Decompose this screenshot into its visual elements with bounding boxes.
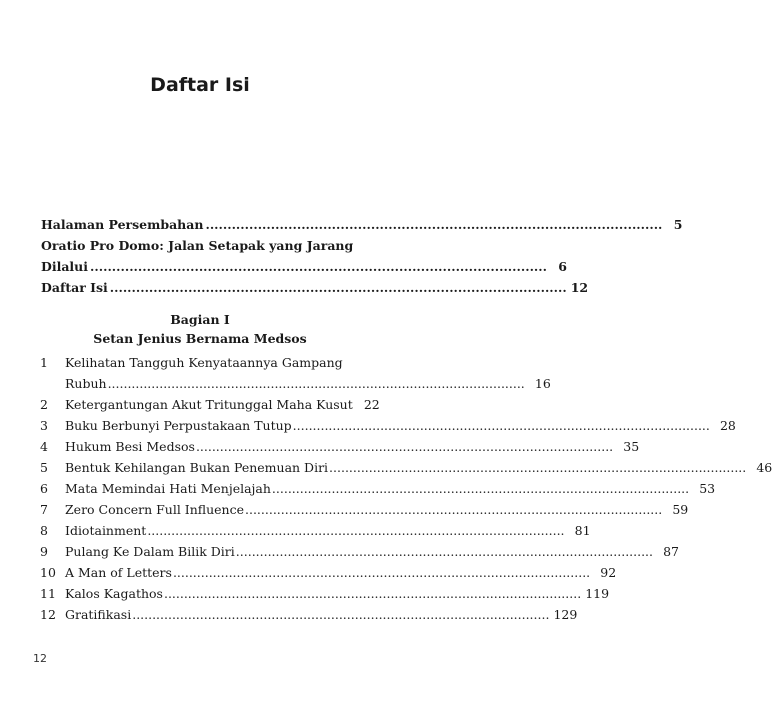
chapter-entry[interactable] xyxy=(40,562,617,583)
chapter-entry[interactable] xyxy=(40,394,380,415)
chapter-title: Gratifikasi xyxy=(65,607,132,622)
chapter-title: Zero Concern Full Influence xyxy=(65,502,245,517)
chapter-number: 5 xyxy=(40,460,48,475)
chapter-number: 10 xyxy=(40,565,56,580)
chapter-number: 1 xyxy=(40,355,48,370)
chapter-number: 8 xyxy=(40,523,48,538)
toc-entry-page: 12 xyxy=(570,280,589,295)
page-title: Daftar Isi xyxy=(150,74,250,96)
chapter-entry[interactable] xyxy=(40,520,591,541)
chapter-page: 22 xyxy=(363,397,380,412)
dot-leader: ......................................................................................................... xyxy=(172,565,591,580)
chapter-entry[interactable] xyxy=(40,457,772,478)
chapter-page: 59 xyxy=(672,502,689,517)
dot-leader: ......................................................................................................... xyxy=(235,544,654,559)
toc-entry-title: Daftar Isi xyxy=(41,280,108,295)
chapter-number: 3 xyxy=(40,418,48,433)
chapter-entry[interactable] xyxy=(40,415,736,436)
dot-leader: ......................................................................................................... xyxy=(147,523,565,538)
chapter-number: 4 xyxy=(40,439,48,454)
chapter-number: 12 xyxy=(40,607,56,622)
dot-leader: ......................................................................................................... xyxy=(132,607,550,622)
toc-entry-title: Halaman Persembahan xyxy=(41,217,204,232)
chapter-page: 53 xyxy=(699,481,716,496)
chapter-number: 11 xyxy=(40,586,56,601)
chapter-number: 9 xyxy=(40,544,48,559)
chapter-entry[interactable] xyxy=(40,541,680,562)
toc-entry-title: Dilalui xyxy=(41,259,89,274)
page-number: 12 xyxy=(33,652,47,665)
front-matter-list xyxy=(41,214,683,298)
toc-entry-page: 5 xyxy=(673,217,683,232)
chapter-page: 129 xyxy=(553,607,578,622)
chapter-number: 7 xyxy=(40,502,48,517)
chapter-title: Pulang Ke Dalam Bilik Diri xyxy=(65,544,235,559)
chapter-title: Mata Memindai Hati Menjelajah xyxy=(65,481,271,496)
part-title: Setan Jenius Bernama Medsos xyxy=(93,331,307,346)
chapter-page: 92 xyxy=(600,565,617,580)
dot-leader: ......................................................................................................... xyxy=(205,217,663,232)
dot-leader: ......................................................................................................... xyxy=(195,439,614,454)
chapter-title: A Man of Letters xyxy=(65,565,172,580)
chapter-title: Kalos Kagathos xyxy=(65,586,163,601)
chapter-title: Bentuk Kehilangan Bukan Penemuan Diri xyxy=(65,460,329,475)
chapter-number: 2 xyxy=(40,397,48,412)
dot-leader: ......................................................................................................... xyxy=(271,481,690,496)
chapter-title-line: Kelihatan Tangguh Kenyataannya Gampang xyxy=(65,355,343,370)
chapter-number: 6 xyxy=(40,481,48,496)
chapter-page: 81 xyxy=(574,523,591,538)
chapter-page: 119 xyxy=(585,586,610,601)
toc-entry[interactable] xyxy=(41,235,567,277)
dot-leader: ......................................................................................................... xyxy=(107,376,525,391)
chapter-list xyxy=(40,352,772,625)
chapter-page: 87 xyxy=(663,544,680,559)
dot-leader: ......................................................................................................... xyxy=(90,259,547,274)
toc-entry[interactable] xyxy=(41,277,589,298)
chapter-page: 16 xyxy=(534,376,551,391)
dot-leader: ......................................................................................................... xyxy=(245,502,663,517)
toc-entry-title-line: Oratio Pro Domo: Jalan Setapak yang Jarang xyxy=(41,238,354,253)
dot-leader: ......................................................................................................... xyxy=(292,418,710,433)
chapter-title: Hukum Besi Medsos xyxy=(65,439,195,454)
chapter-page: 28 xyxy=(719,418,736,433)
dot-leader: ......................................................................................................... xyxy=(163,586,582,601)
chapter-title: Buku Berbunyi Perpustakaan Tutup xyxy=(65,418,292,433)
chapter-title: Idiotainment xyxy=(65,523,147,538)
chapter-title: Ketergantungan Akut Tritunggal Maha Kusut xyxy=(65,397,353,412)
toc-entry-page: 6 xyxy=(558,259,567,274)
chapter-entry[interactable] xyxy=(40,604,578,625)
dot-leader: ......................................................................................................... xyxy=(329,460,747,475)
chapter-title: Rubuh xyxy=(65,376,107,391)
chapter-entry[interactable] xyxy=(40,499,689,520)
chapter-entry[interactable] xyxy=(40,478,716,499)
chapter-entry[interactable] xyxy=(40,436,640,457)
dot-leader: ......................................................................................................... xyxy=(109,280,567,295)
chapter-entry[interactable] xyxy=(40,583,610,604)
chapter-page: 35 xyxy=(623,439,640,454)
chapter-page: 46 xyxy=(756,460,772,475)
toc-entry[interactable] xyxy=(41,214,683,235)
chapter-entry[interactable] xyxy=(40,352,551,394)
part-label: Bagian I xyxy=(170,312,230,327)
